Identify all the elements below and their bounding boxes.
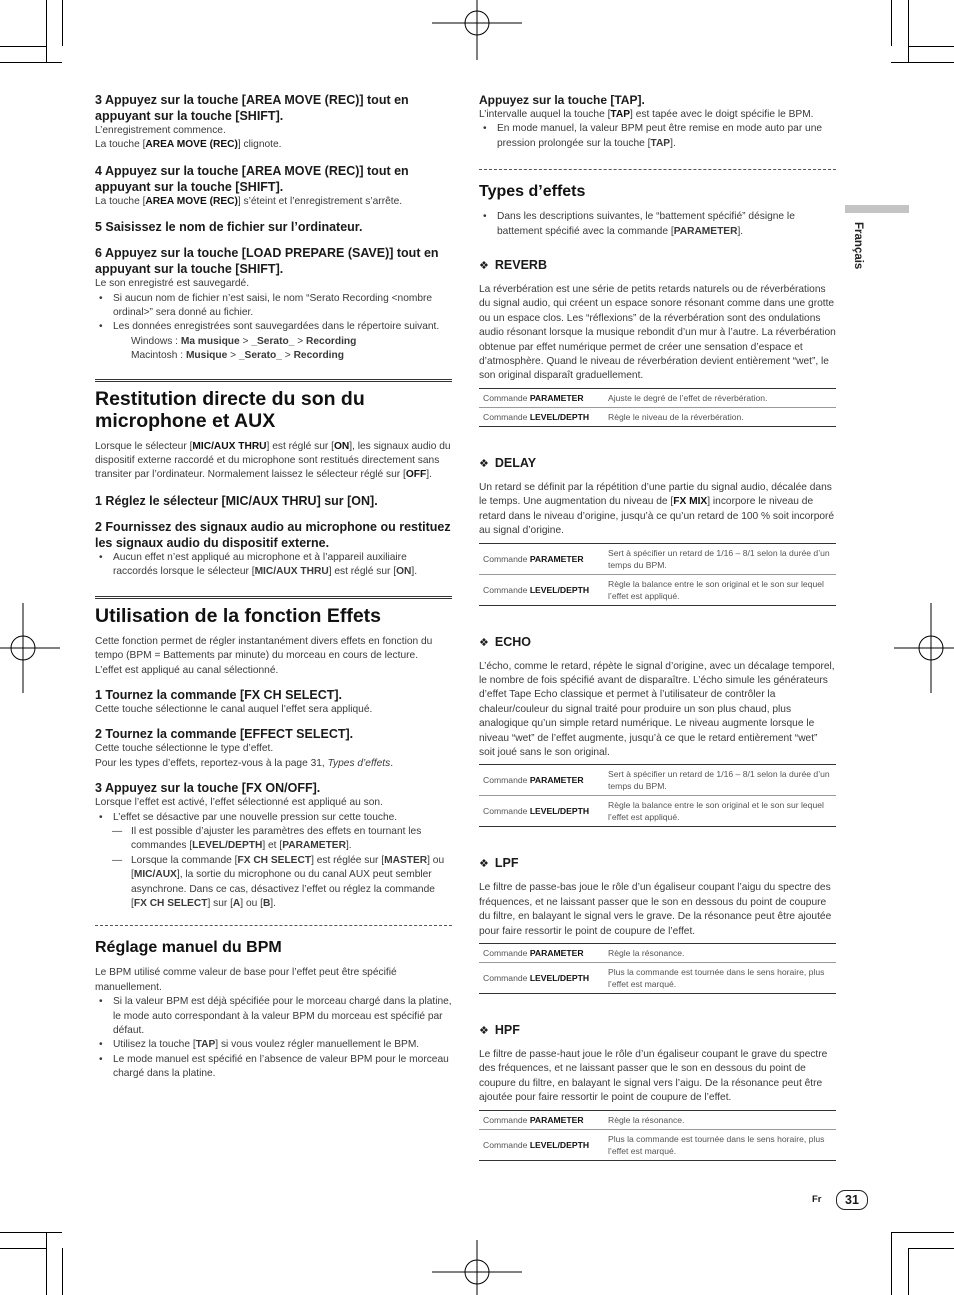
diamond-icon: ❖	[479, 457, 489, 470]
heading-restitution: Restitution directe du son du microphone et AUX	[95, 379, 452, 432]
crop-mark	[891, 1232, 892, 1295]
crop-mark	[0, 46, 46, 47]
fx-text-delay: Un retard se définit par la répétition d’une partie du signal audio, décalée dans le temps. Une augmentation du niveau de [FX MIX] incorpore le niveau de retard dans le niveau d’origine, jusqu’à ce qu’un retard de 100 % soit incorporé au signal d’origine.	[479, 481, 835, 537]
crop-mark	[0, 1232, 62, 1233]
param-table-hpf	[479, 1110, 836, 1161]
diamond-icon: ❖	[479, 636, 489, 649]
heading-effets: Utilisation de la fonction Effets	[95, 596, 452, 627]
effets-step-2-text	[95, 742, 452, 771]
fx-text-reverb: La réverbération est une série de petits retards naturels ou de réverbérations du signal audio, qui créent un espace sonore résonant comme dans une grotte ou un espace clos. Les “réflexions” de la réverbération sont des ondulations audio résonant lorsque la musique rebondit d’un mur à l’autre. La réverbération obtenue par effet numérique permet de créer une sensation d’espace et d’atmosphère. Quand le niveau de réverbération devient entièrement “wet”, le son original disparaît graduellement.	[479, 284, 836, 382]
effets-step-2: 2 Tournez la commande [EFFECT SELECT].	[95, 727, 354, 742]
text-line: L’enregistrement commence.	[95, 125, 226, 136]
diamond-icon: ❖	[479, 1024, 489, 1037]
text-line: Pour les types d’effets, reportez-vous à la page 31, Types d’effets.	[95, 757, 394, 769]
crop-mark	[62, 0, 63, 46]
text-line: Cette fonction permet de régler instantanément divers effets en fonction du tempo (BPM = Battements par minute) du morceau en cours de lecture.	[95, 635, 433, 662]
step-3-title: 3 Appuyez sur la touche [AREA MOVE (REC)] tout en appuyant sur la touche [SHIFT].	[95, 93, 409, 123]
step-4-text: La touche [AREA MOVE (REC)] s’éteint et l’enregistrement s’arrête.	[95, 195, 403, 207]
step-6-title: 6 Appuyez sur la touche [LOAD PREPARE (SAVE)] tout en appuyant sur la touche [SHIFT].	[95, 246, 439, 277]
step-5-title: 5 Saisissez le nom de fichier sur l’ordinateur.	[95, 220, 363, 235]
crop-mark	[46, 1232, 47, 1295]
registration-mark-bottom	[432, 1240, 522, 1295]
fx-title-delay: ❖ DELAY	[479, 455, 537, 470]
text-line: Cette touche sélectionne le type d’effet.	[95, 743, 274, 755]
language-tab	[845, 205, 909, 213]
registration-mark-right	[894, 603, 954, 693]
bpm-text: Le BPM utilisé comme valeur de base pour l’effet peut être spécifié manuellement.	[95, 967, 397, 993]
right-column	[479, 92, 836, 1161]
step-3-text	[95, 124, 452, 153]
footer-language: Fr	[812, 1194, 822, 1205]
crop-mark	[0, 1248, 46, 1249]
table-row: Commande LEVEL/DEPTH Plus la commande est tournée dans le sens horaire, plus l’effet est marqué.	[479, 1129, 836, 1160]
bullet-item: • Le mode manuel est spécifié en l’absence de valeur BPM pour le morceau chargé dans la platine.	[95, 1053, 452, 1082]
fx-title-lpf: ❖ LPF	[479, 856, 519, 871]
table-row: Commande PARAMETER Sert à spécifier un retard de 1/16 – 8/1 selon la durée d’un temps du BPM.	[483, 769, 830, 792]
restitution-step-2: 2 Fournissez des signaux audio au microphone ou restituez les signaux audio du dispositif externe.	[95, 519, 451, 550]
step-4-title: 4 Appuyez sur la touche [AREA MOVE (REC)] tout en appuyant sur la touche [SHIFT].	[95, 163, 409, 194]
effets-step-1: 1 Tournez la commande [FX CH SELECT].	[95, 687, 343, 702]
language-label-text: Français	[852, 222, 864, 270]
fx-text-echo: L’écho, comme le retard, répète le signal d’origine, avec un décalage temporel, le nombre de fois spécifié avant de disparaître. L’écho simule les générateurs d’effet Tape Echo classique et permet à l’utilisateur de contrôler la chaleur/couleur du signal traité pour produire un son plus chaud, plus analogique qu’un simple retard numérique. Le niveau augmente lorsque le niveau “wet” de l’effet augmente, jusqu’à ce que le retard entièrement “wet” soit joué sans le son original.	[479, 660, 835, 758]
tap-text: L’intervalle auquel la touche [TAP] est tapée avec le doigt spécifie le BPM.	[479, 109, 814, 120]
registration-mark-left	[0, 603, 60, 693]
table-row: Commande LEVEL/DEPTH Règle le niveau de la réverbération.	[479, 407, 836, 426]
diamond-icon: ❖	[479, 260, 489, 273]
table-row: Commande PARAMETER Sert à spécifier un retard de 1/16 – 8/1 selon la durée d’un temps du BPM.	[483, 547, 830, 570]
effets-step-3-text: Lorsque l’effet est activé, l’effet sélectionné est appliqué au son.	[95, 797, 383, 809]
fx-title-hpf: ❖ HPF	[479, 1022, 520, 1037]
table-row: Commande LEVEL/DEPTH Plus la commande est tournée dans le sens horaire, plus l’effet est marqué.	[479, 962, 836, 993]
crop-mark	[908, 1248, 909, 1295]
bullet-item: • Dans les descriptions suivantes, le “battement spécifié” désigne le battement spécifié avec la commande [PARAMETER].	[479, 210, 836, 239]
effets-step-1-text: Cette touche sélectionne le canal auquel l’effet sera appliqué.	[95, 703, 373, 715]
table-row: Commande PARAMETER Ajuste le degré de l’effet de réverbération.	[483, 392, 768, 403]
table-row: Commande PARAMETER Règle la résonance.	[483, 1114, 685, 1125]
bullet-item: • L’effet se désactive par une nouvelle pression sur cette touche.	[95, 811, 452, 825]
restitution-step-1: 1 Réglez le sélecteur [MIC/AUX THRU] sur [ON].	[95, 493, 378, 508]
crop-mark	[891, 1232, 954, 1233]
bullet-item: • Si aucun nom de fichier n’est saisi, le nom “Serato Recording <nombre ordinal>” sera donné au fichier.	[95, 292, 452, 321]
crop-mark	[0, 62, 62, 63]
crop-mark	[46, 0, 47, 62]
path-windows: Windows : Ma musique > _Serato_ > Recording	[131, 335, 357, 347]
text-line: L’effet est appliqué au canal sélectionné.	[95, 664, 279, 676]
bullet-item: • Si la valeur BPM est déjà spécifiée pour le morceau chargé dans la platine, le mode auto correspondant à la valeur BPM du morceau est spécifié par défaut.	[95, 995, 452, 1038]
fx-text-lpf: Le filtre de passe-bas joue le rôle d’un égaliseur coupant l’aigu du spectre des fréquences, et ne laissant passer que le son en dessous du point de coupure du filtre, en balayant le signal vers le grave. De la résonance peut être ajoutée pour faire ressortir le point de coupure de l’effet.	[479, 882, 832, 937]
effets-text	[95, 635, 452, 678]
crop-mark	[908, 46, 954, 47]
bullet-item: • Aucun effet n’est appliqué au microphone et à l’appareil auxiliaire raccordés lorsque le sélecteur [MIC/AUX THRU] est réglé sur [ON].	[95, 551, 452, 580]
text-line: La touche [AREA MOVE (REC)] clignote.	[95, 139, 282, 151]
heading-types: Types d’effets	[479, 169, 836, 202]
registration-mark-top	[432, 0, 522, 60]
dash-item: — Il est possible d’ajuster les paramètres des effets en tournant les commandes [LEVEL/DEPTH] et [PARAMETER].	[95, 825, 452, 854]
dash-item: — Lorsque la commande [FX CH SELECT] est réglée sur [MASTER] ou [MIC/AUX], la sortie du microphone ou du canal AUX peut sembler asynchrone. Dans ce cas, désactivez l’effet ou réglez la commande [FX CH SELECT] sur [A] ou [B].	[95, 854, 452, 912]
crop-mark	[908, 0, 909, 62]
heading-bpm: Réglage manuel du BPM	[95, 925, 452, 958]
path-macintosh: Macintosh : Musique > _Serato_ > Recording	[131, 350, 344, 362]
table-row: Commande LEVEL/DEPTH Règle la balance entre le son original et le son sur lequel l’effet est appliqué.	[479, 574, 836, 605]
bpm-tap-note: • Utilisez la touche [TAP] si vous voulez régler manuellement le BPM.	[95, 1038, 452, 1052]
language-label	[852, 222, 866, 282]
fx-title-reverb: ❖ REVERB	[479, 258, 547, 273]
bullet-item: • Les données enregistrées sont sauvegardées dans le répertoire suivant.	[95, 320, 452, 334]
table-row: Commande LEVEL/DEPTH Règle la balance entre le son original et le son sur lequel l’effet est appliqué.	[479, 796, 836, 827]
tap-title: Appuyez sur la touche [TAP].	[479, 93, 645, 107]
crop-mark	[891, 0, 892, 46]
crop-mark	[891, 62, 954, 63]
effets-step-3: 3 Appuyez sur la touche [FX ON/OFF].	[95, 781, 321, 796]
param-table-delay	[479, 543, 836, 606]
fx-title-echo: ❖ ECHO	[479, 634, 531, 649]
diamond-icon: ❖	[479, 858, 489, 871]
param-table-lpf	[479, 943, 836, 994]
left-column	[95, 92, 452, 1082]
crop-mark	[908, 1248, 954, 1249]
step-6-text: Le son enregistré est sauvegardé.	[95, 278, 250, 290]
table-row: Commande PARAMETER Règle la résonance.	[483, 947, 685, 958]
fx-text-hpf: Le filtre de passe-haut joue le rôle d’un égaliseur coupant le grave du spectre des fréquences, et ne laissant passer que le son en dessous du point de coupure du filtre, en balayant le signal vers l’aigu. De la résonance peut être ajoutée pour faire ressortir le point de coupure de l’effet.	[479, 1048, 828, 1104]
bullet-item: • En mode manuel, la valeur BPM peut être remise en mode auto par une pression prolongée sur la touche [TAP].	[479, 122, 836, 151]
crop-mark	[62, 1248, 63, 1295]
param-table-echo	[479, 764, 836, 827]
restitution-text: Lorsque le sélecteur [MIC/AUX THRU] est réglé sur [ON], les signaux audio du dispositif externe raccordé et du microphone sont restitués directement sans transiter par l’ordinateur. Normalement laissez le sélecteur réglé sur [OFF].	[95, 440, 451, 481]
page-number: 31	[836, 1190, 868, 1210]
param-table-reverb	[479, 388, 836, 427]
